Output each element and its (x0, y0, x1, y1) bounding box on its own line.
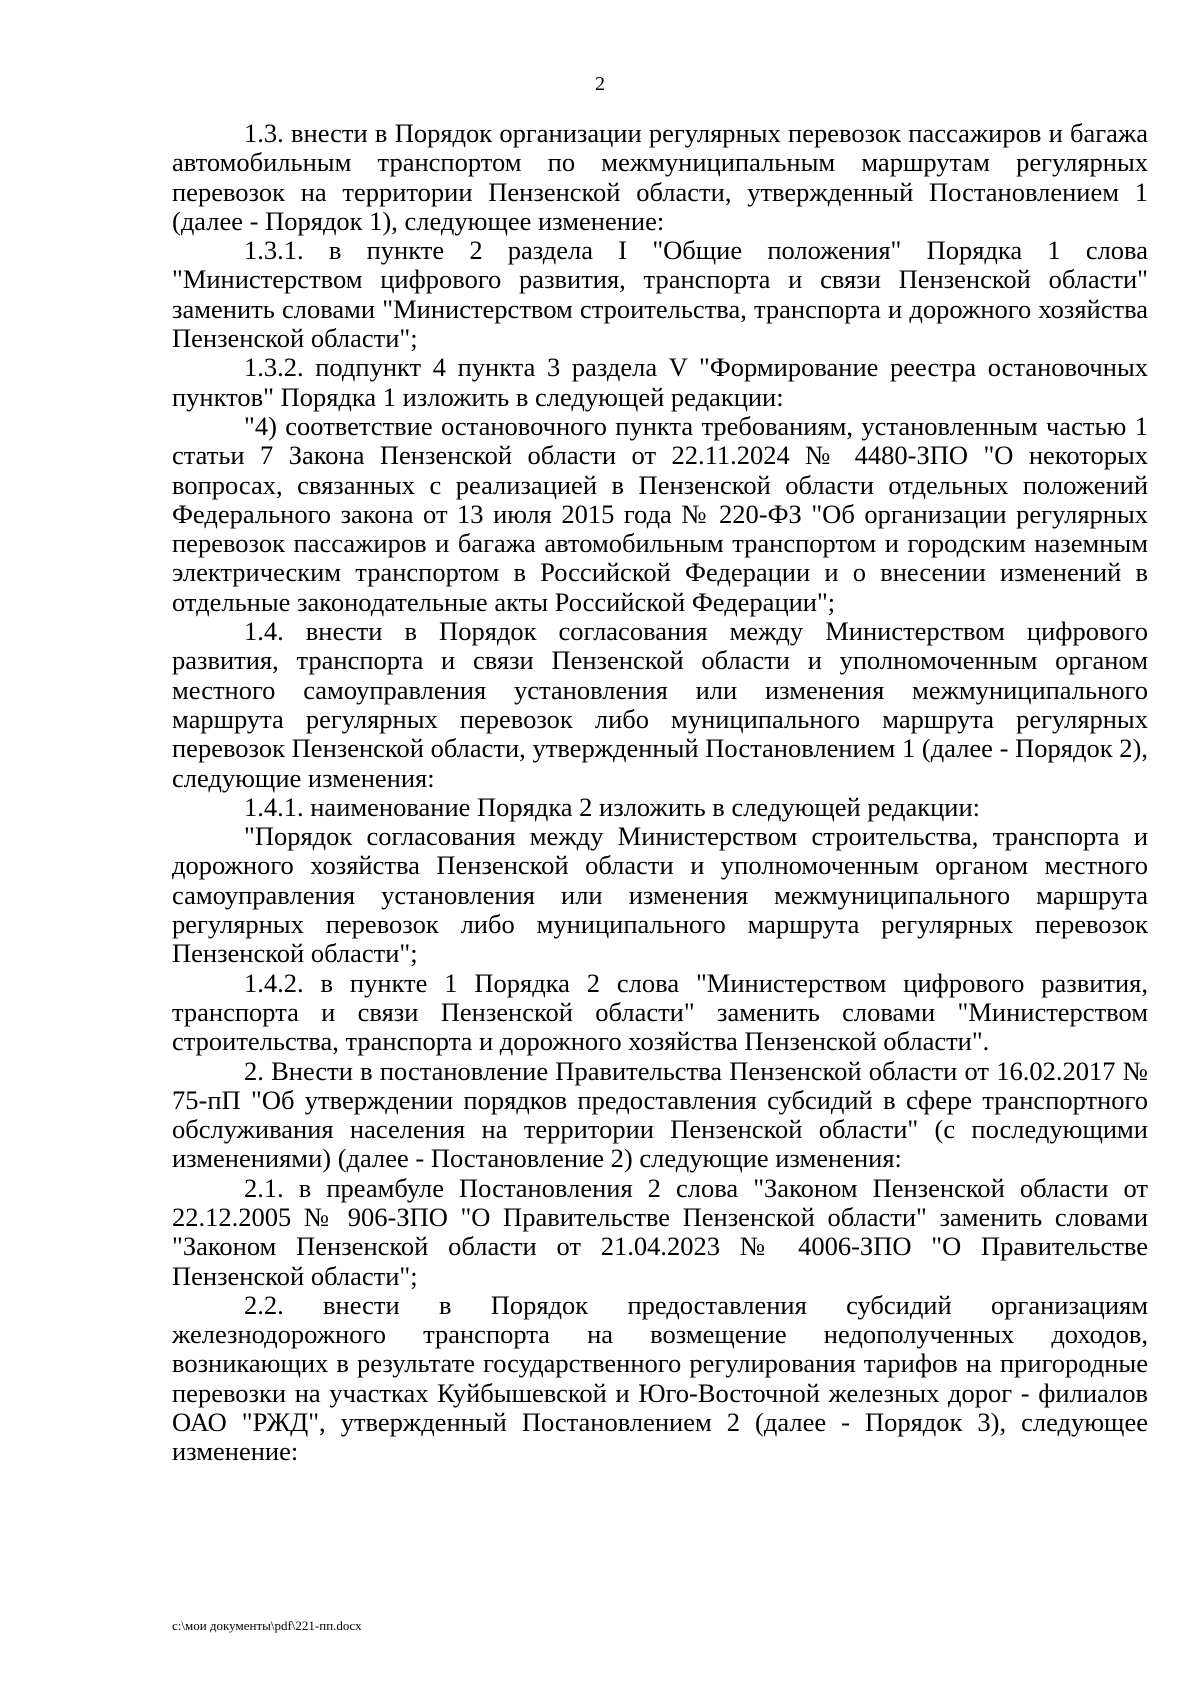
paragraph-quote-4: "4) соответствие остановочного пункта требованиям, установленным частью 1 статьи 7 Закона Пензенской области от 22.11.2024 № 4480-ЗПО "О некоторых вопросах, связанных с реализацией в Пензенской области отдельных положений Федерального закона от 13 июля 2015 года № 220-ФЗ "Об организации регулярных перевозок пассажиров и багажа автомобильным транспортом и городским наземным электрическим транспортом в Российской Федерации и о внесении изменений в отдельные законодательные акты Российской Федерации"; (172, 410, 1148, 617)
paragraph-2: 2. Внести в постановление Правительства Пензенской области от 16.02.2017 № 75-пП "Об утверждении порядков предоставления субсидий в сфере транспортного обслуживания населения на территории Пензенской области" (с последующими изменениями) (далее - Постановление 2) следующие изменения: (172, 1055, 1148, 1174)
paragraph-1-4: 1.4. внести в Порядок согласования между Министерством цифрового развития, транспорта и связи Пензенской области и уполномоченным органом местного самоуправления установления или изменения межмуниципального маршрута регулярных перевозок либо муниципального маршрута регулярных перевозок Пензенской области, утвержденный Постановлением 1 (далее - Порядок 2), следующие изменения: (172, 616, 1148, 793)
page-number: 2 (595, 73, 605, 95)
paragraph-quote-order: "Порядок согласования между Министерством строительства, транспорта и дорожного хозяйства Пензенской области и уполномоченным органом местного самоуправления установления или изменения межмуниципального маршрута регулярных перевозок либо муниципального маршрута регулярных перевозок Пензенской области"; (172, 821, 1148, 969)
paragraph-2-2: 2.2. внести в Порядок предоставления субсидий организациям железнодорожного транспорта на возмещение недополученных доходов, возникающих в результате государственного регулирования тарифов на пригородные перевозки на участках Куйбышевской и Юго-Восточной железных дорог - филиалов ОАО "РЖД", утвержденный Постановлением 2 (далее - Порядок 3), следующее изменение: (172, 1289, 1148, 1467)
paragraph-1-4-2: 1.4.2. в пункте 1 Порядка 2 слова "Министерством цифрового развития, транспорта и связи Пензенской области" заменить словами "Министерством строительства, транспорта и дорожного хозяйства Пензенской области". (172, 967, 1148, 1057)
document-body (172, 119, 1148, 1467)
paragraph-1-3: 1.3. внести в Порядок организации регулярных перевозок пассажиров и багажа автомобильным транспортом по межмуниципальным маршрутам регулярных перевозок на территории Пензенской области, утвержденный Постановлением 1 (далее - Порядок 1), следующее изменение: (172, 118, 1148, 236)
paragraph-2-1: 2.1. в преамбуле Постановления 2 слова "Законом Пензенской области от 22.12.2005 № 906-ЗПО "О Правительстве Пензенской области" заменить словами "Законом Пензенской области от 21.04.2023 № 4006-ЗПО "О Правительстве Пензенской области"; (172, 1172, 1148, 1291)
paragraph-1-3-1: 1.3.1. в пункте 2 раздела I "Общие положения" Порядка 1 слова "Министерством цифрового развития, транспорта и связи Пензенской области" заменить словами "Министерством строительства, транспорта и дорожного хозяйства Пензенской области"; (172, 235, 1148, 354)
footer-file-path: c:\мои документы\pdf\221-пп.docx (172, 1618, 362, 1633)
paragraph-1-3-2: 1.3.2. подпункт 4 пункта 3 раздела V "Формирование реестра остановочных пунктов" Порядка 1 изложить в следующей редакции: (172, 352, 1148, 412)
paragraph-1-4-1: 1.4.1. наименование Порядка 2 изложить в следующей редакции: (244, 791, 981, 822)
